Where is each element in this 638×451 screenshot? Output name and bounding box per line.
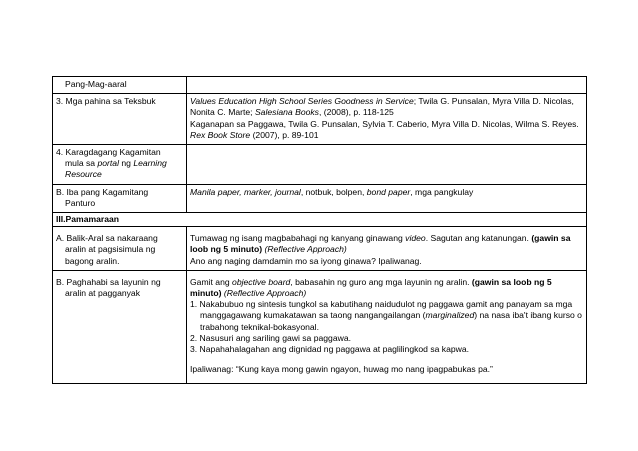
table-row (53, 94, 587, 145)
teksbuk-references-cell (187, 94, 587, 145)
row-label-cell (53, 77, 187, 94)
balik-aral-value-cell (187, 227, 587, 271)
iba-pang-label-cell (53, 184, 187, 212)
table-row (53, 270, 587, 384)
reference-1-authors: ; Twila G. Punsalan, Myra Villa D. Nicolas, Nonita C. Marte; (190, 96, 574, 118)
reference-2-main: Kaganapan sa Paggawa, Twila G. Punsalan, Sylvia T. Caberio, Myra Villa D. Nicolas, Wilma S. Reyes. (190, 118, 579, 129)
balik-aral-label-cell (53, 227, 187, 271)
paghahabi-label-cell (53, 270, 187, 384)
pamamaraan-heading: III.Pamamaraan (56, 214, 120, 225)
balik-aral-label-line2: aralin at pagsisimula ng (65, 244, 156, 255)
ipaliwanag-quote: Ipaliwanag: “Kung kaya mong gawin ngayon, huwag mo nang ipagpabukas pa.” (190, 364, 493, 375)
karagdagang-value-cell (187, 145, 587, 185)
teksbuk-label-cell (53, 94, 187, 145)
table-row (53, 77, 587, 94)
reference-1-pages: , (2008), p. 118-125 (318, 107, 394, 118)
paghahabi-approach: (Reflective Approach) (221, 288, 307, 299)
karagdagang-text-portal: portal (97, 158, 119, 169)
lesson-plan-document (52, 76, 586, 384)
reference-1 (190, 96, 583, 118)
paghahabi-time: (gawin sa loob ng 5 minuto) (190, 276, 552, 299)
iba-pang-label-line1: B. Iba pang Kagamitang (56, 186, 149, 197)
paghahabi-objective-board: objective board (232, 276, 291, 287)
reference-2-publisher: Rex Book Store (190, 129, 251, 140)
iba-pang-label-line2: Panturo (65, 197, 96, 208)
balik-aral-approach: (Reflective Approach) (262, 244, 347, 255)
paghahabi-label-line1: B. Paghahabi sa layunin ng (56, 276, 161, 287)
objective-item-3: 3. Napahahalagahan ang dignidad ng paggawa at paglilingkod sa kapwa. (190, 344, 470, 355)
balik-aral-label-line1: A. Balik-Aral sa nakaraang (56, 233, 158, 244)
karagdagang-label-line3: Resource (65, 169, 102, 180)
objective-1-a: 1. Nakabubuo ng sintesis tungkol sa kabutihang naidudulot ng paggawa gamit ang panayam sa mga manggagawang kumakatawan sa taong nangangailangan ( (190, 299, 573, 321)
paghahabi-value-cell (187, 270, 587, 384)
reference-1-publisher: Salesiana Books (254, 107, 319, 118)
karagdagang-text-a: mula sa (65, 158, 98, 169)
karagdagang-text-learning: Learning (133, 158, 167, 169)
iba-pang-value-cell (187, 184, 587, 212)
row-value-cell (187, 77, 587, 94)
karagdagang-label-line1: 4. Karagdagang Kagamitan (56, 147, 161, 158)
materials-italic-a: Manila paper, marker, journal (190, 186, 301, 197)
balik-aral-video: video (405, 233, 426, 244)
balik-aral-label-line3: bagong aralin. (65, 255, 120, 266)
objective-item-1 (190, 299, 583, 333)
pamamaraan-header-cell (53, 213, 587, 227)
balik-aral-text-c: . Sagutan ang katanungan. (425, 233, 532, 244)
karagdagang-text-c: ng (118, 158, 134, 169)
objective-item-2: 2. Nasusuri ang sariling gawi sa paggawa. (190, 332, 351, 343)
paghahabi-intro-a: Gamit ang (190, 276, 233, 287)
reference-2 (190, 119, 583, 141)
balik-aral-text-a: Tumawag ng isang magbabahagi ng kanyang ginawang (190, 233, 406, 244)
karagdagang-label-line2 (56, 158, 183, 169)
table-row (53, 145, 587, 185)
objective-1-marginalized: marginalized (425, 310, 475, 321)
teksbuk-label: 3. Mga pahina sa Teksbuk (56, 96, 156, 107)
paghahabi-label-line2: aralin at pagganyak (65, 288, 141, 299)
table-row (53, 184, 587, 212)
pang-mag-aaral-label: Pang-Mag-aaral (65, 79, 127, 89)
materials-italic-c: bond paper (366, 186, 411, 197)
table-row (53, 227, 587, 271)
objective-1-c: ) na nasa iba't ibang kurso o trabahong teknikal-bokasyonal. (200, 310, 582, 332)
karagdagang-label-cell (53, 145, 187, 185)
balik-aral-time: (gawin sa loob ng 5 minuto) (190, 233, 571, 255)
paghahabi-intro (190, 277, 583, 299)
table-row (53, 213, 587, 227)
reference-1-title: Values Education High School Series Goodness in Service (190, 96, 414, 107)
spacer (190, 355, 583, 364)
reference-2-pages: (2007), p. 89-101 (250, 129, 319, 140)
materials-text-d: , mga pangkulay (410, 186, 474, 197)
materials-text-b: , notbuk, bolpen, (300, 186, 367, 197)
paghahabi-intro-c: , babasahin ng guro ang mga layunin ng aralin. (290, 276, 472, 287)
balik-aral-question: Ano ang naging damdamin mo sa iyong ginawa? Ipaliwanag. (190, 255, 422, 266)
lesson-plan-table (52, 76, 587, 384)
